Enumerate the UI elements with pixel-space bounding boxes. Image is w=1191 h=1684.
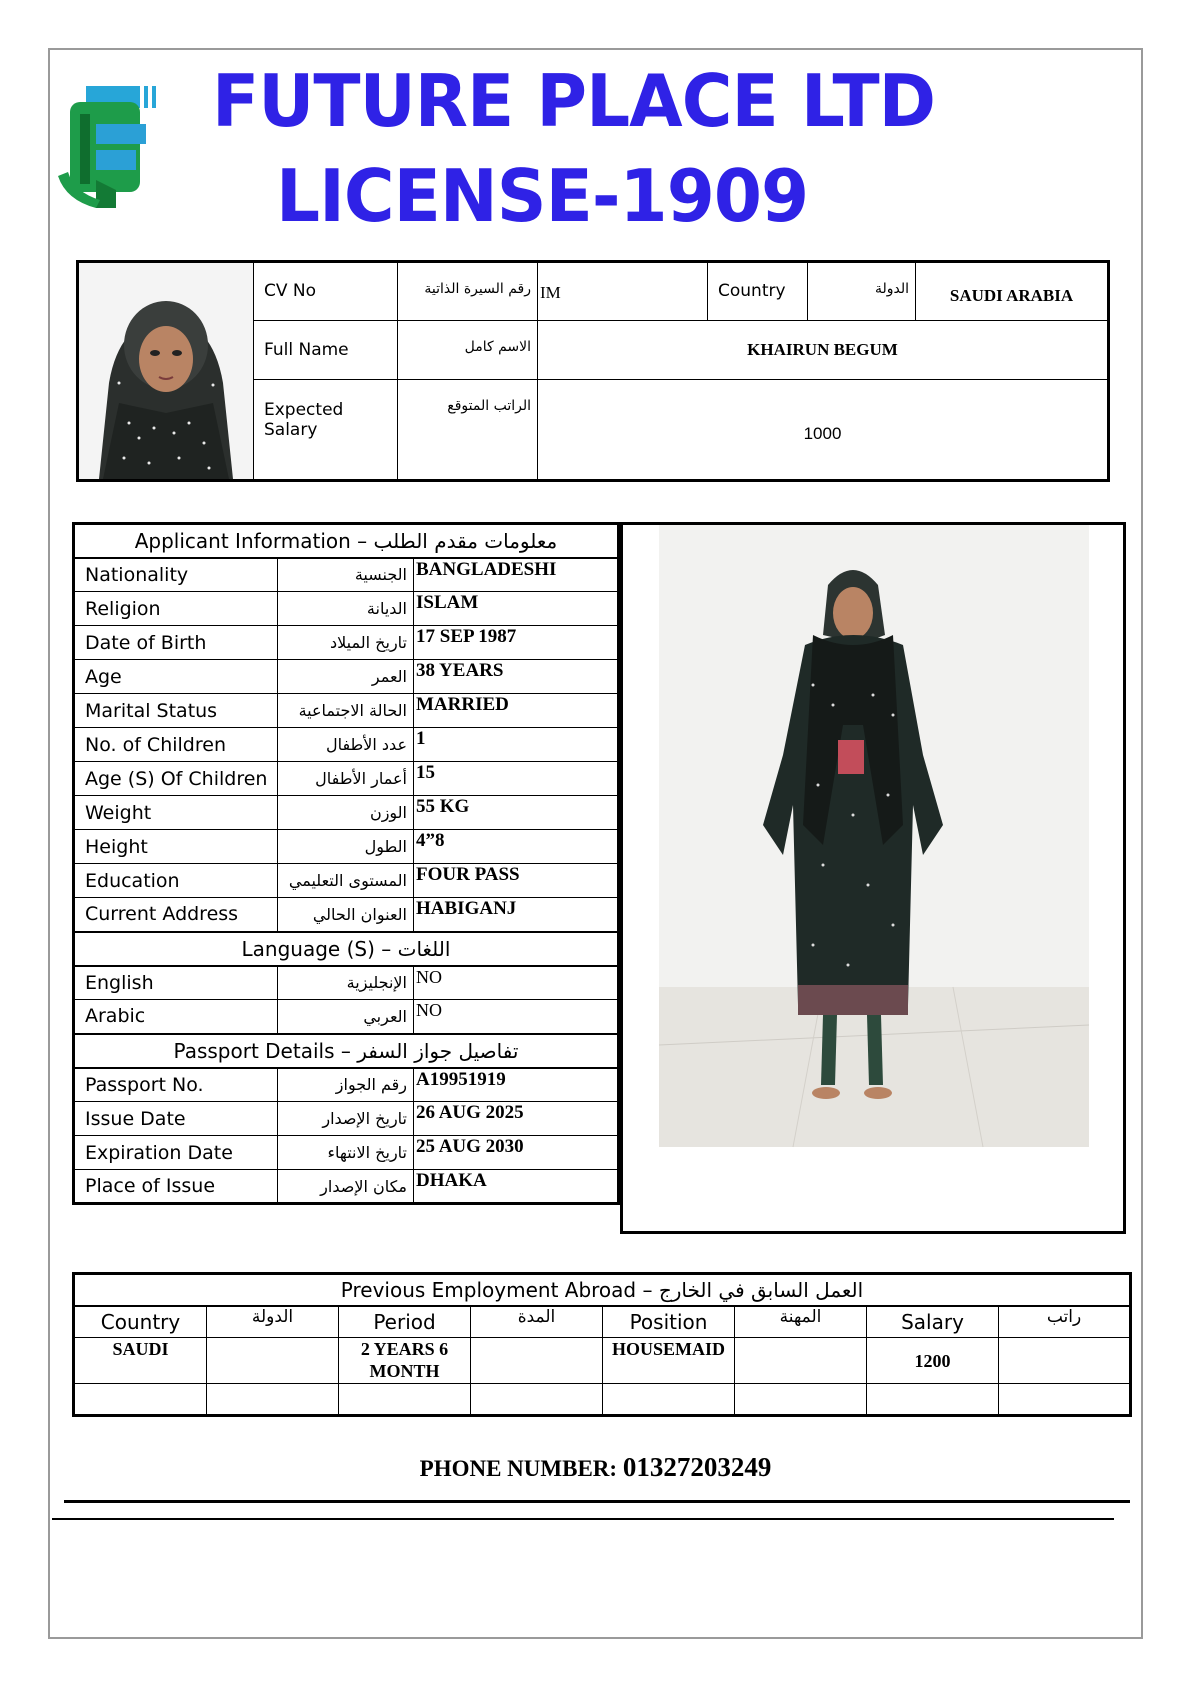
emp-header-country-ar: الدولة (207, 1306, 339, 1338)
country-label: Country (708, 262, 808, 321)
field-label-ar: الحالة الاجتماعية (278, 694, 414, 728)
field-value: 55 KG (414, 796, 619, 830)
header-table (76, 260, 1110, 482)
headshot-photo (79, 263, 253, 479)
field-label: Height (74, 830, 278, 864)
field-label: Education (74, 864, 278, 898)
field-value: 15 (414, 762, 619, 796)
phone-number: 01327203249 (622, 1452, 772, 1482)
full-body-photo-cell (620, 522, 1126, 1234)
cv-no-value: IM (538, 262, 708, 321)
field-value: BANGLADESHI (414, 558, 619, 592)
field-label-ar: العنوان الحالي (278, 898, 414, 932)
field-label: Religion (74, 592, 278, 626)
field-label: No. of Children (74, 728, 278, 762)
full-body-photo (623, 525, 1123, 1231)
field-value: ISLAM (414, 592, 619, 626)
field-label-ar: الطول (278, 830, 414, 864)
info-row (74, 762, 619, 796)
field-label: Place of Issue (74, 1170, 278, 1204)
info-row (74, 830, 619, 864)
emp-position-value: HOUSEMAID (603, 1338, 735, 1384)
license-number: LICENSE-1909 (276, 154, 809, 238)
cv-no-label-ar: رقم السيرة الذاتية (398, 262, 538, 321)
field-label-ar: العربي (278, 1000, 414, 1034)
info-row (74, 796, 619, 830)
field-label-ar: الوزن (278, 796, 414, 830)
field-label: Weight (74, 796, 278, 830)
field-label-ar: العمر (278, 660, 414, 694)
full-name-label: Full Name (254, 320, 398, 379)
info-row (74, 898, 619, 932)
passport-details-title: Passport Details – تفاصيل جواز السفر (74, 1034, 619, 1068)
field-value: MARRIED (414, 694, 619, 728)
employment-title: Previous Employment Abroad – العمل السابق في الخارج (74, 1274, 1131, 1306)
emp-header-position: Position (603, 1306, 735, 1338)
phone-label: PHONE NUMBER: (419, 1456, 618, 1481)
emp-header-period-ar: المدة (471, 1306, 603, 1338)
field-label: English (74, 966, 278, 1000)
emp-empty-cell (207, 1338, 339, 1384)
emp-empty-cell (603, 1384, 735, 1416)
languages-title: Language (S) – اللغات (74, 932, 619, 966)
field-label: Passport No. (74, 1068, 278, 1102)
field-label: Issue Date (74, 1102, 278, 1136)
info-row (74, 1068, 619, 1102)
field-value: 26 AUG 2025 (414, 1102, 619, 1136)
info-row (74, 558, 619, 592)
field-label: Age (S) Of Children (74, 762, 278, 796)
info-row (74, 660, 619, 694)
field-label-ar: المستوى التعليمي (278, 864, 414, 898)
info-row (74, 1102, 619, 1136)
emp-header-country: Country (74, 1306, 207, 1338)
phone-number-line (0, 1452, 1191, 1483)
info-row (74, 864, 619, 898)
field-label-ar: الإنجليزية (278, 966, 414, 1000)
field-value: DHAKA (414, 1170, 619, 1204)
field-label-ar: الجنسية (278, 558, 414, 592)
emp-country-value: SAUDI (74, 1338, 207, 1384)
info-row (74, 728, 619, 762)
field-label: Nationality (74, 558, 278, 592)
emp-period-value: 2 YEARS 6 MONTH (339, 1338, 471, 1384)
field-label: Expiration Date (74, 1136, 278, 1170)
field-value: NO (414, 1000, 619, 1034)
field-label: Date of Birth (74, 626, 278, 660)
info-row (74, 1000, 619, 1034)
emp-header-position-ar: المهنة (735, 1306, 867, 1338)
headshot-cell (78, 262, 254, 481)
info-row (74, 1170, 619, 1204)
field-value: 1 (414, 728, 619, 762)
field-label-ar: رقم الجواز (278, 1068, 414, 1102)
field-label-ar: تاريخ الانتهاء (278, 1136, 414, 1170)
expected-salary-label-ar: الراتب المتوقع (398, 379, 538, 480)
company-logo-icon (56, 80, 164, 214)
cv-no-label: CV No (254, 262, 398, 321)
field-label-ar: أعمار الأطفال (278, 762, 414, 796)
info-row (74, 694, 619, 728)
expected-salary-value: 1000 (538, 379, 1109, 480)
field-label-ar: تاريخ الميلاد (278, 626, 414, 660)
full-name-value: KHAIRUN BEGUM (538, 320, 1109, 379)
emp-header-period: Period (339, 1306, 471, 1338)
field-label: Age (74, 660, 278, 694)
divider-line (64, 1500, 1130, 1503)
info-row (74, 1136, 619, 1170)
applicant-info-table (72, 522, 620, 1205)
field-value: 38 YEARS (414, 660, 619, 694)
company-name: FUTURE PLACE LTD (212, 59, 936, 143)
emp-empty-cell (74, 1384, 207, 1416)
field-value: A19951919 (414, 1068, 619, 1102)
emp-header-salary: Salary (867, 1306, 999, 1338)
expected-salary-label: Expected Salary (254, 379, 398, 480)
field-value: HABIGANJ (414, 898, 619, 932)
country-value: SAUDI ARABIA (916, 262, 1109, 321)
field-label-ar: مكان الإصدار (278, 1170, 414, 1204)
emp-empty-cell (339, 1384, 471, 1416)
info-row (74, 592, 619, 626)
field-label-ar: عدد الأطفال (278, 728, 414, 762)
country-label-ar: الدولة (808, 262, 916, 321)
divider-line (52, 1518, 1114, 1520)
field-value: NO (414, 966, 619, 1000)
emp-header-salary-ar: راتب (999, 1306, 1131, 1338)
field-value: 4”8 (414, 830, 619, 864)
emp-empty-cell (867, 1384, 999, 1416)
field-value: FOUR PASS (414, 864, 619, 898)
employment-table (72, 1272, 1132, 1417)
field-value: 25 AUG 2030 (414, 1136, 619, 1170)
applicant-info-title: Applicant Information – معلومات مقدم الطلب (74, 524, 619, 558)
field-value: 17 SEP 1987 (414, 626, 619, 660)
emp-empty-cell (999, 1338, 1131, 1384)
emp-empty-cell (207, 1384, 339, 1416)
field-label-ar: الديانة (278, 592, 414, 626)
emp-empty-cell (471, 1384, 603, 1416)
info-row (74, 966, 619, 1000)
field-label: Arabic (74, 1000, 278, 1034)
emp-empty-cell (999, 1384, 1131, 1416)
emp-empty-cell (735, 1384, 867, 1416)
field-label: Current Address (74, 898, 278, 932)
field-label-ar: تاريخ الإصدار (278, 1102, 414, 1136)
emp-empty-cell (471, 1338, 603, 1384)
emp-salary-value: 1200 (867, 1338, 999, 1384)
field-label: Marital Status (74, 694, 278, 728)
full-name-label-ar: الاسم كامل (398, 320, 538, 379)
emp-empty-cell (735, 1338, 867, 1384)
info-row (74, 626, 619, 660)
